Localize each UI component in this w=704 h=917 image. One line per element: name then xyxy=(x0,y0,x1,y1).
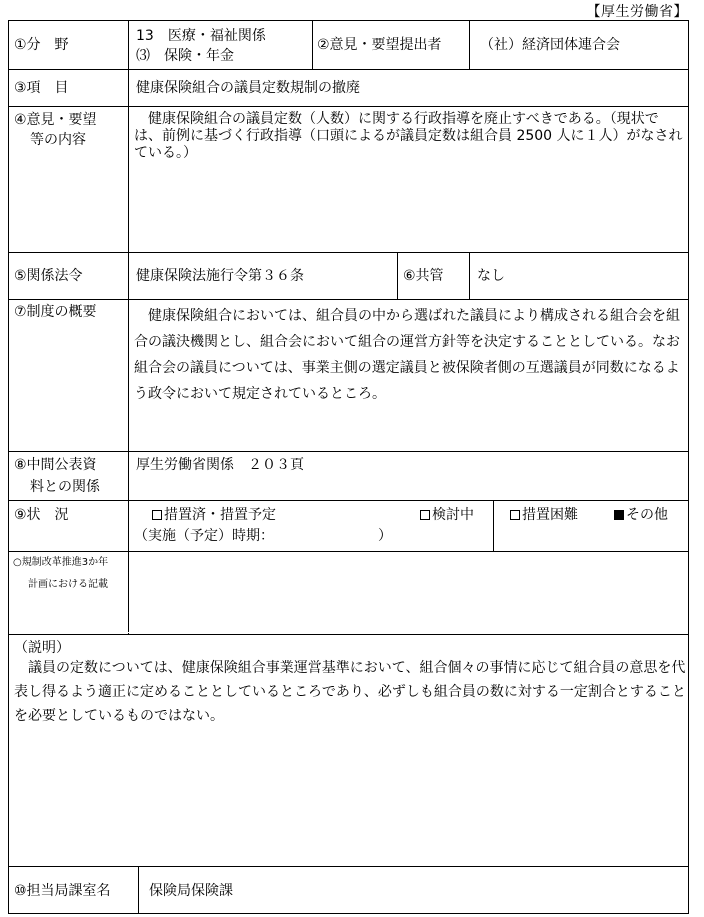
row-divider xyxy=(8,252,689,253)
plan-label-line2: 計画における記載 xyxy=(28,579,108,590)
status-option-other-label: その他 xyxy=(626,507,668,523)
checkbox-unchecked-icon[interactable] xyxy=(152,510,162,520)
law-label: ⑤関係法令 xyxy=(14,268,83,284)
row-divider xyxy=(8,500,689,501)
status-option-done[interactable] xyxy=(152,506,276,524)
row-divider xyxy=(8,69,689,70)
dept-label: ⑩担当局課室名 xyxy=(14,883,111,899)
interim-value: 厚生労働省関係 ２０３頁 xyxy=(136,457,304,473)
field-label: ①分 野 xyxy=(14,37,69,53)
column-divider-dotted xyxy=(128,552,129,634)
jurisdiction-label: ⑥共管 xyxy=(403,268,444,284)
overview-label: ⑦制度の概要 xyxy=(14,304,97,320)
column-divider xyxy=(469,20,470,69)
status-option-done-label: 措置済・措置予定 xyxy=(164,507,276,523)
status-option-other[interactable] xyxy=(614,506,668,524)
column-divider xyxy=(469,252,470,299)
checkbox-unchecked-icon[interactable] xyxy=(420,510,430,520)
law-value: 健康保険法施行令第３６条 xyxy=(136,268,304,284)
ministry-header: 【厚生労働省】 xyxy=(586,4,688,20)
item-label: ③項 目 xyxy=(14,80,69,96)
status-option-review[interactable] xyxy=(420,506,474,524)
schedule-label: （実施（予定）時期： xyxy=(134,528,274,544)
column-divider xyxy=(138,866,139,914)
row-divider xyxy=(8,551,689,552)
item-value: 健康保険組合の議員定数規制の撤廃 xyxy=(136,80,360,96)
explanation-heading: （説明） xyxy=(14,640,70,656)
field-value-line1: 13 医療・福祉関係 xyxy=(136,28,266,44)
status-label: ⑨状 況 xyxy=(14,507,69,523)
dept-value: 保険局保険課 xyxy=(149,883,233,899)
submitter-label: ②意見・要望提出者 xyxy=(317,37,442,53)
checkbox-checked-icon[interactable] xyxy=(614,510,624,520)
interim-label-line2: 料との関係 xyxy=(30,479,100,495)
schedule-close: ） xyxy=(378,528,392,544)
overview-text: 健康保険組合においては、組合員の中から選ばれた議員により構成される組合会を組合の議決機関とし、組合会において組合の運営方針等を決定することとしている。なお組合会の議員については、事業主側の選定議員と被保険者側の互選議員が同数になるよう政令において規定されているところ。 xyxy=(134,308,680,402)
column-divider xyxy=(493,500,494,551)
row-divider xyxy=(8,299,689,300)
status-option-difficult[interactable] xyxy=(510,506,578,524)
content-text: 健康保険組合の議員定数（人数）に関する行政指導を廃止すべきである。（現状では、前例に基づく行政指導（口頭によるが議員定数は組合員 2500 人に１人）がなされている。） xyxy=(134,111,683,161)
row-divider xyxy=(8,866,689,867)
column-divider xyxy=(128,20,129,632)
field-value-line2: ⑶ 保険・年金 xyxy=(136,48,234,64)
content-label-line1: ④意見・要望 xyxy=(14,112,97,128)
status-option-difficult-label: 措置困難 xyxy=(522,507,578,523)
column-divider xyxy=(397,252,398,299)
column-divider xyxy=(312,20,313,69)
status-option-review-label: 検討中 xyxy=(432,507,474,523)
explanation-text: 議員の定数については、健康保険組合事業運営基準において、組合個々の事情に応じて組合員の意思を代表し得るよう適正に定めることとしているところであり、必ずしも組合員の数に対する一定割合とすることを必要としているものではない。 xyxy=(14,660,686,724)
row-divider xyxy=(8,451,689,452)
checkbox-unchecked-icon[interactable] xyxy=(510,510,520,520)
interim-label-line1: ⑧中間公表資 xyxy=(14,457,97,473)
row-divider xyxy=(8,106,689,107)
row-divider xyxy=(8,634,689,635)
content-label-line2: 等の内容 xyxy=(30,132,86,148)
submitter-value: （社）経済団体連合会 xyxy=(480,37,620,53)
plan-label-line1: ○規制改革推進3か年 xyxy=(13,557,109,568)
jurisdiction-value: なし xyxy=(477,268,505,284)
